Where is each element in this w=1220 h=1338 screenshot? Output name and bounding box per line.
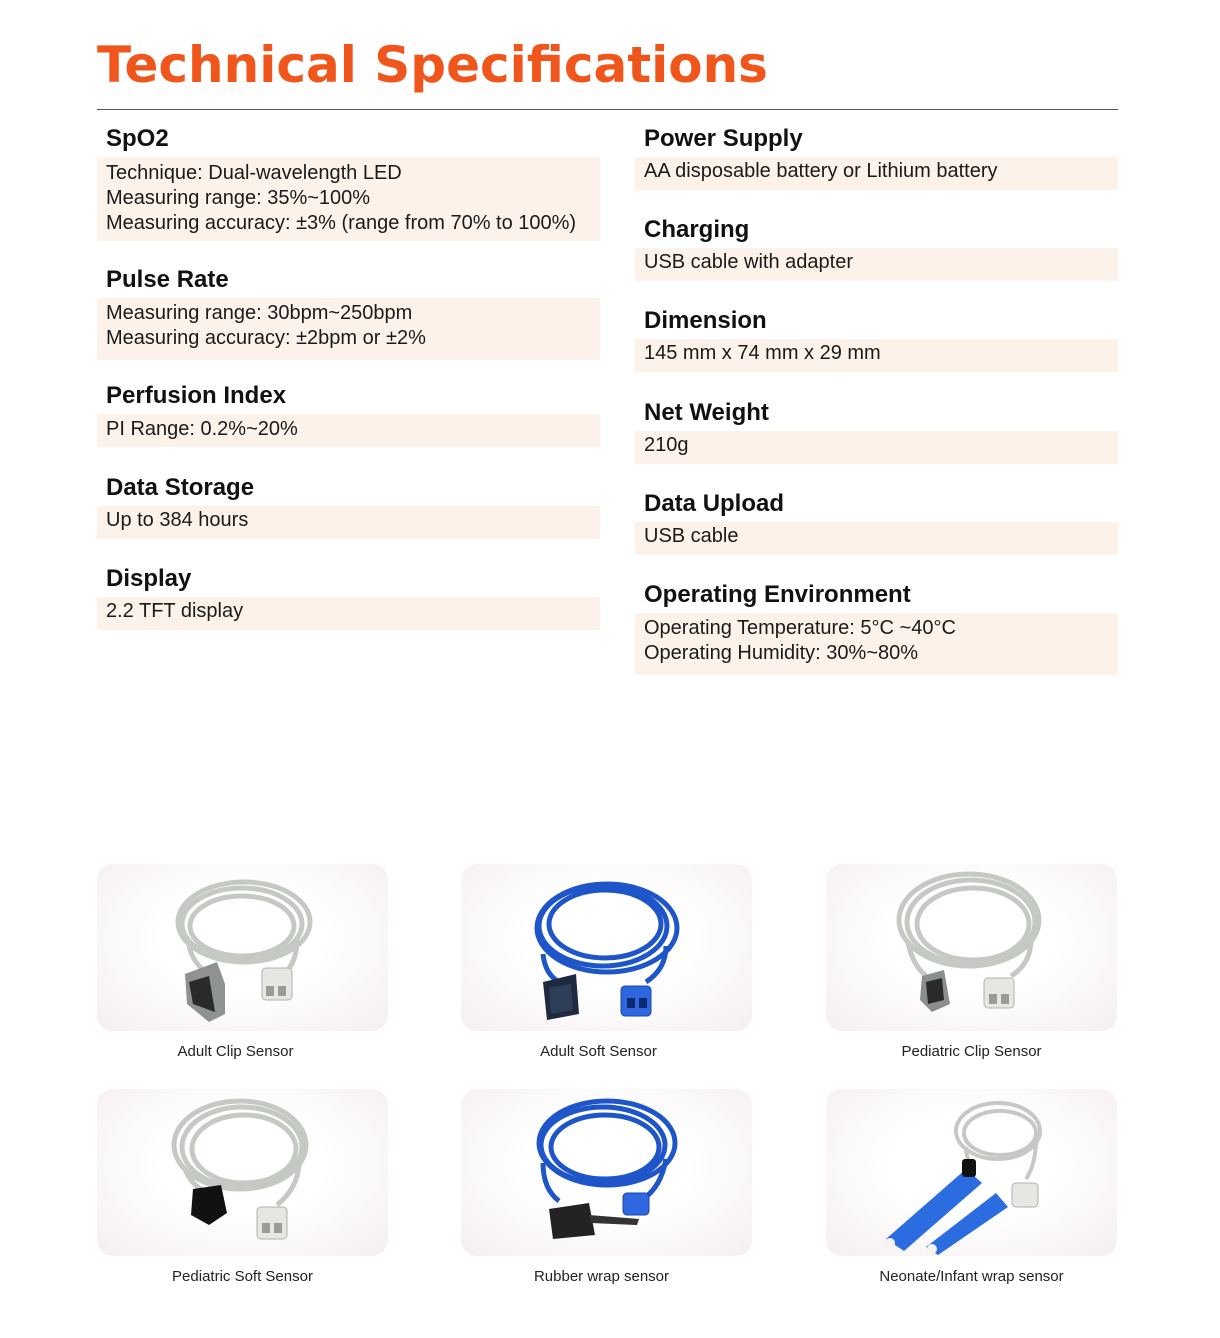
pediatric-soft-sensor-image: [97, 1089, 388, 1256]
spec-line: 145 mm x 74 mm x 29 mm: [644, 342, 881, 364]
spec-body: [635, 613, 1118, 675]
spec-heading: Dimension: [644, 307, 767, 334]
spec-heading: Perfusion Index: [106, 382, 287, 409]
spec-heading: Net Weight: [644, 399, 769, 426]
spec-line: PI Range: 0.2%~20%: [106, 418, 298, 440]
sensor-caption: Rubber wrap sensor: [533, 1268, 670, 1285]
spec-heading: Charging: [644, 216, 750, 243]
spec-line: Operating Humidity: 30%~80%: [644, 642, 919, 664]
sensor-caption: Adult Clip Sensor: [177, 1043, 294, 1060]
spec-heading: Data Upload: [644, 490, 785, 517]
sensor-card-adult-soft: [461, 864, 752, 1031]
spec-line: USB cable: [644, 525, 739, 547]
spec-heading: Operating Environment: [644, 581, 911, 608]
spec-line: Measuring accuracy: ±3% (range from 70% to 100%): [106, 212, 577, 234]
sensor-caption: Neonate/Infant wrap sensor: [879, 1268, 1064, 1285]
spec-line: Measuring accuracy: ±2bpm or ±2%: [106, 327, 426, 349]
spec-body: [97, 414, 600, 447]
adult-soft-sensor-image: [461, 864, 752, 1031]
spec-line: Up to 384 hours: [106, 509, 249, 531]
spec-heading: Pulse Rate: [106, 266, 229, 293]
spec-body: [97, 597, 600, 630]
spec-heading: Display: [106, 565, 192, 592]
spec-line: AA disposable battery or Lithium battery: [644, 160, 998, 182]
rubber-wrap-sensor-image: [461, 1089, 752, 1256]
spec-body: [635, 248, 1118, 281]
spec-body: [635, 157, 1118, 190]
neonate-infant-wrap-sensor-image: [826, 1089, 1117, 1256]
sensor-caption: Pediatric Soft Sensor: [172, 1268, 313, 1285]
spec-heading: SpO2: [106, 125, 169, 152]
spec-line: Measuring range: 30bpm~250bpm: [106, 302, 413, 324]
sensor-card-adult-clip: [97, 864, 388, 1031]
sensor-card-rubber-wrap: [461, 1089, 752, 1256]
sensor-card-pediatric-clip: [826, 864, 1117, 1031]
sensor-card-pediatric-soft: [97, 1089, 388, 1256]
spec-line: 210g: [644, 434, 689, 456]
sensor-caption: Adult Soft Sensor: [540, 1043, 657, 1060]
spec-body: [635, 522, 1118, 555]
adult-clip-sensor-image: [97, 864, 388, 1031]
spec-line: Measuring range: 35%~100%: [106, 187, 371, 209]
spec-heading: Data Storage: [106, 474, 255, 501]
sensor-card-neonate-infant-wrap: [826, 1089, 1117, 1256]
spec-line: USB cable with adapter: [644, 251, 854, 273]
spec-line: Operating Temperature: 5°C ~40°C: [644, 617, 956, 639]
pediatric-clip-sensor-image: [826, 864, 1117, 1031]
spec-heading: Power Supply: [644, 125, 803, 152]
spec-body: [635, 431, 1118, 464]
title-divider: [97, 109, 1118, 110]
spec-body: [635, 339, 1118, 372]
page-title: Technical Specifications: [97, 36, 768, 94]
spec-body: [97, 506, 600, 539]
spec-line: Technique: Dual-wavelength LED: [106, 162, 402, 184]
spec-body: [97, 157, 600, 241]
sensor-caption: Pediatric Clip Sensor: [901, 1043, 1042, 1060]
spec-line: 2.2 TFT display: [106, 600, 244, 622]
spec-body: [97, 298, 600, 360]
